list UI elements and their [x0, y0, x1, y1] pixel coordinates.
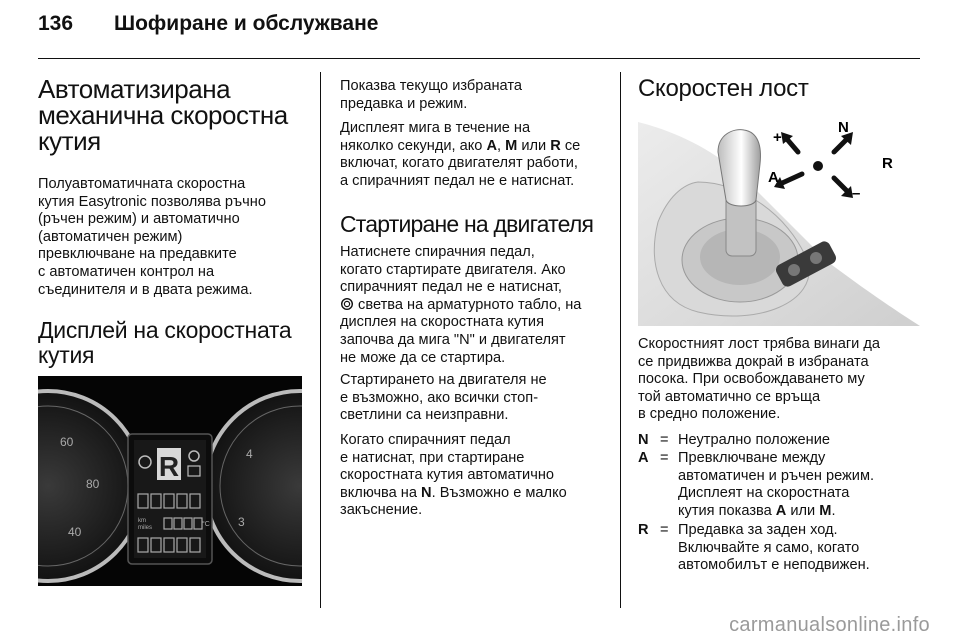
section-title: Автоматизирана механична скоростна кутия: [38, 74, 288, 156]
start-engine-title: Стартиране на двигателя: [340, 211, 594, 237]
lever-paragraph: Скоростният лост трябва винаги да се придвижва докрай в избраната посока. При освобождаването му той автоматично се връща в средно положение.: [638, 336, 881, 423]
intro-paragraph: Полуавтоматичната скоростна кутия Easytronic позволява ръчно (ръчен режим) и автоматично (автоматичен режим) превключване на предавките с автоматичен контрол на съединителя и в двата режима.: [38, 176, 266, 298]
column-divider-2: [620, 72, 621, 608]
watermark: carmanualsonline.info: [729, 614, 930, 636]
header-rule: [38, 58, 920, 59]
gear-lever-image: [638, 112, 920, 326]
transmission-display-image: [38, 376, 302, 586]
svg-text:miles: miles: [138, 525, 153, 531]
brake-warning-icon: [340, 298, 354, 310]
svg-text:3: 3: [238, 515, 245, 529]
svg-text:4: 4: [246, 447, 253, 461]
svg-text:A: A: [768, 169, 779, 186]
svg-text:–: –: [852, 185, 861, 202]
display-section-title: Дисплей на скоростната кутия: [38, 317, 292, 368]
stoplights-paragraph: Стартирането на двигателя не е възможно, ако всички стоп- светлини са неизправни.: [340, 372, 547, 424]
page-number: 136: [38, 12, 74, 35]
auto-neutral-paragraph: Когато спирачният педал е натиснат, при стартиране скоростната кутия автоматично включва на N. Възможно е малко закъснение.: [340, 432, 567, 519]
brake-paragraph: Натиснете спирачния педал, когато стартирате двигателя. Ако спирачният педал не е натиснат, светва на арматурното табло, на дисплея на скоростната кутия започва да мига "N" и двигателят не може да се стартира.: [340, 244, 582, 366]
chapter-title: Шофиране и обслужване: [114, 12, 379, 35]
display-gear-letter: R: [158, 451, 180, 482]
display-description: Показва текущо избраната предавка и режим.: [340, 78, 522, 112]
svg-text:N: N: [838, 119, 849, 136]
svg-text:km: km: [138, 518, 146, 524]
svg-text:°C: °C: [202, 521, 210, 528]
svg-text:+: +: [773, 129, 782, 146]
column-divider-1: [320, 72, 321, 608]
svg-text:80: 80: [86, 477, 100, 491]
lever-section-title: Скоростен лост: [638, 75, 809, 102]
svg-text:40: 40: [68, 525, 82, 539]
blink-paragraph: Дисплеят мига в течение на няколко секунди, ако A, M или R се включат, когато двигателят работи, а спирачният педал не е натиснат.: [340, 120, 581, 189]
svg-text:60: 60: [60, 435, 74, 449]
svg-text:R: R: [882, 155, 893, 172]
